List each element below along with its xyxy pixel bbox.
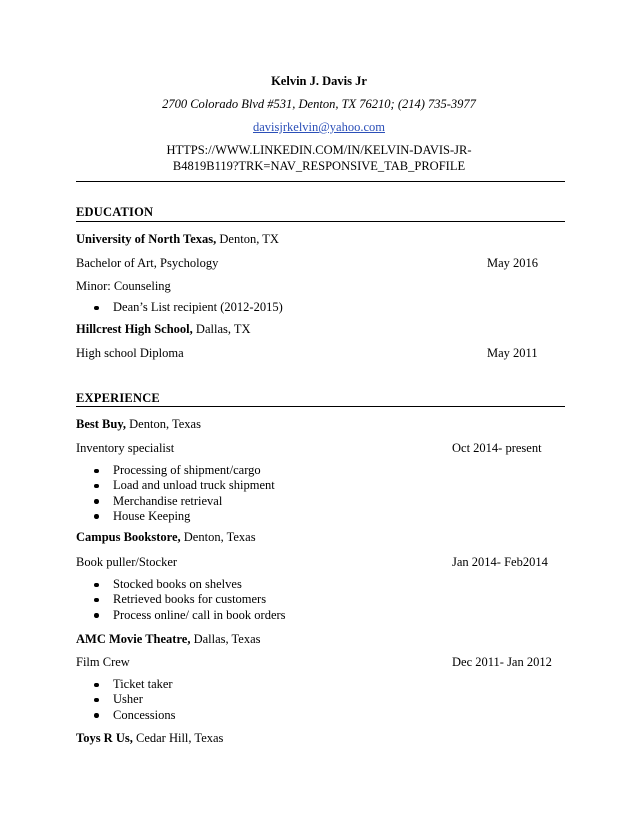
job-employer-toysrus [76, 731, 565, 746]
job-duties-bestbuy [76, 463, 275, 524]
job-duties-amc [76, 677, 176, 723]
employer-name: AMC Movie Theatre, [76, 632, 191, 646]
employer-name: Best Buy, [76, 417, 127, 431]
job-role-bookstore [76, 555, 565, 570]
degree-hillcrest [76, 346, 565, 361]
employer-location: Denton, Texas [180, 530, 256, 544]
job-role-bestbuy [76, 441, 565, 456]
list-item: Stocked books on shelves [76, 577, 286, 592]
contact-address: 2700 Colorado Blvd #531, Denton, TX 76210; (214) 735-3977 [162, 97, 476, 111]
job-employer-amc [76, 632, 565, 647]
degree-date: May 2016 [487, 256, 539, 270]
school-location: Denton, TX [216, 232, 279, 246]
job-employer-bestbuy [76, 417, 565, 432]
employer-name: Toys R Us, [76, 731, 133, 745]
list-item: Retrieved books for customers [76, 592, 286, 607]
education-bullets [76, 300, 283, 315]
education-divider [76, 221, 565, 222]
employer-location: Dallas, Texas [190, 632, 261, 646]
email-link[interactable]: davisjrkelvin@yahoo.com [253, 120, 385, 134]
linkedin-url-line-1: HTTPS://WWW.LINKEDIN.COM/IN/KELVIN-DAVIS-JR- [166, 143, 472, 157]
job-title: Inventory specialist [76, 441, 175, 455]
school-hillcrest [76, 322, 565, 337]
degree-label: High school Diploma [76, 346, 184, 360]
degree-date: May 2011 [487, 346, 538, 360]
list-item: House Keeping [76, 509, 275, 524]
list-item: Dean’s List recipient (2012-2015) [76, 300, 283, 315]
job-title: Film Crew [76, 655, 130, 669]
list-item: Usher [76, 692, 176, 707]
list-item: Process online/ call in book orders [76, 608, 286, 623]
degree-label: Bachelor of Art, Psychology [76, 256, 219, 270]
job-dates: Jan 2014- Feb2014 [452, 555, 548, 569]
header-divider [76, 181, 565, 182]
candidate-name: Kelvin J. Davis Jr [271, 74, 367, 88]
list-item: Concessions [76, 708, 176, 723]
school-name: University of North Texas, [76, 232, 217, 246]
experience-divider [76, 406, 565, 407]
list-item: Merchandise retrieval [76, 494, 275, 509]
education-heading: EDUCATION [76, 205, 154, 219]
school-unt [76, 232, 565, 247]
school-location: Dallas, TX [192, 322, 251, 336]
list-item: Processing of shipment/cargo [76, 463, 275, 478]
job-dates: Oct 2014- present [452, 441, 542, 455]
job-duties-bookstore [76, 577, 286, 623]
employer-name: Campus Bookstore, [76, 530, 181, 544]
job-dates: Dec 2011- Jan 2012 [452, 655, 552, 669]
job-title: Book puller/Stocker [76, 555, 178, 569]
employer-location: Denton, Texas [126, 417, 201, 431]
job-employer-bookstore [76, 530, 565, 545]
experience-heading: EXPERIENCE [76, 391, 160, 405]
school-name: Hillcrest High School, [76, 322, 193, 336]
minor-line: Minor: Counseling [76, 279, 171, 293]
employer-location: Cedar Hill, Texas [132, 731, 224, 745]
list-item: Load and unload truck shipment [76, 478, 275, 493]
list-item: Ticket taker [76, 677, 176, 692]
job-role-amc [76, 655, 565, 670]
linkedin-url-line-2: B4819B119?TRK=NAV_RESPONSIVE_TAB_PROFILE [172, 159, 466, 173]
degree-unt [76, 256, 565, 271]
